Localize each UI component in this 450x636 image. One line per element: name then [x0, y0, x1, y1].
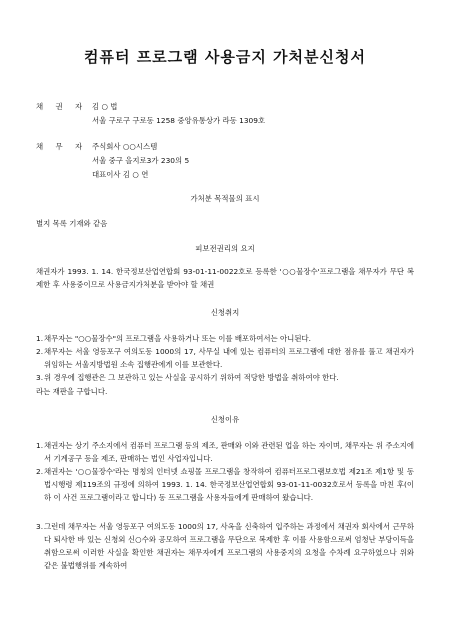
section-purpose-heading: 신청취지	[210, 308, 240, 317]
purpose-item-number: 3.	[36, 373, 44, 382]
creditor-address: 서울 구로구 구로동 1258 중앙유통상가 라동 1309호	[92, 116, 266, 125]
purpose-item	[36, 345, 414, 371]
purpose-item-text: 채무자는 "○○물장수"의 프로그램을 사용하거나 또는 이를 배포하여서는 아니된다.	[44, 334, 311, 343]
debtor-company: 주식회사 ○○시스템	[92, 142, 158, 151]
purpose-item	[36, 371, 414, 384]
object-text: 별지 목록 기재와 같음	[36, 219, 108, 228]
reason-item	[36, 439, 414, 465]
reason-item-number: 3.	[36, 522, 44, 531]
reason-item-number: 2.	[36, 467, 44, 476]
debtor-address: 서울 중구 을지로3가 230의 5	[92, 156, 190, 165]
debtor-representative: 대표이사 김 ○ 연	[92, 170, 149, 179]
purpose-item-text: 채무자는 서울 영등포구 여의도동 1000의 17, 사무실 내에 있는 컴퓨터의 프로그램에 대한 점유를 풀고 채권자가 위임하는 서울지방법원 소속 집행관에게 이를 보관한다.	[44, 347, 414, 369]
reason-item-text: 채권자는 상기 주소지에서 컴퓨터 프로그램 등의 제조, 판매와 이와 관련된 업을 하는 자이며, 채무자는 위 주소지에서 기계공구 등을 제조, 판매하는 법인 사업자입니다.	[44, 441, 414, 463]
purpose-item	[36, 332, 414, 345]
reason-item-text: 채권자는 '○○물장수'라는 명칭의 인터넷 쇼핑몰 프로그램을 창작하여 컴퓨터프로그램보호법 제21조 제1항 및 동법시행령 제119조의 규정에 의하여 1993. 1. 14. 한국정보산업연합회 93-01-11-0032호로서 등록을 마친 후(이하 이 사건 프로그램이라고 합니다) 동 프로그램을 사용자들에게 판매하여 왔습니다.	[44, 467, 414, 502]
reason-item-text: 그런데 채무자는 서울 영등포구 여의도동 1000의 17, 사옥을 신축하여 입주하는 과정에서 채권자 회사에서 근무하다 퇴사한 바 있는 신청외 신○수와 공모하여 프로그램을 무단으로 복제한 후 이를 사용함으로써 엄청난 부당이득을 취함으로써 이러한 사실을 확인한 채권자는 채무자에게 프로그램의 사용중지의 요청을 수차례 요구하였으나 위와 같은 불법행위를 계속하여	[44, 522, 414, 570]
right-text: 채권자가 1993. 1. 14. 한국정보산업연합회 93-01-11-0022호로 등록한 '○○물장수'프로그램을 채무자가 무단 복제한 후 사용중이므로 사용금지가처분을 받아야 할 채권	[36, 267, 414, 289]
purpose-item-number: 2.	[36, 347, 44, 356]
section-right-heading: 피보전권리의 요지	[195, 244, 255, 253]
reason-item	[36, 465, 414, 504]
debtor-label: 채 무 자	[36, 142, 88, 151]
reason-item	[36, 520, 414, 572]
section-reason-heading: 신청이유	[210, 415, 240, 424]
document-title: 컴퓨터 프로그램 사용금지 가처분신청서	[84, 48, 366, 66]
creditor-name: 김 ○ 법	[92, 102, 118, 111]
section-object-heading: 가처분 목적물의 표시	[190, 194, 260, 203]
purpose-item-text: 위 경우에 집행관은 그 보관하고 있는 사실을 공시하기 위하여 적당한 방법을 취하여야 한다.	[44, 373, 339, 382]
purpose-item-number: 1.	[36, 334, 44, 343]
reason-item-number: 1.	[36, 441, 44, 450]
creditor-label: 채 권 자	[36, 102, 88, 111]
purpose-closing: 라는 재판을 구합니다.	[36, 387, 108, 396]
